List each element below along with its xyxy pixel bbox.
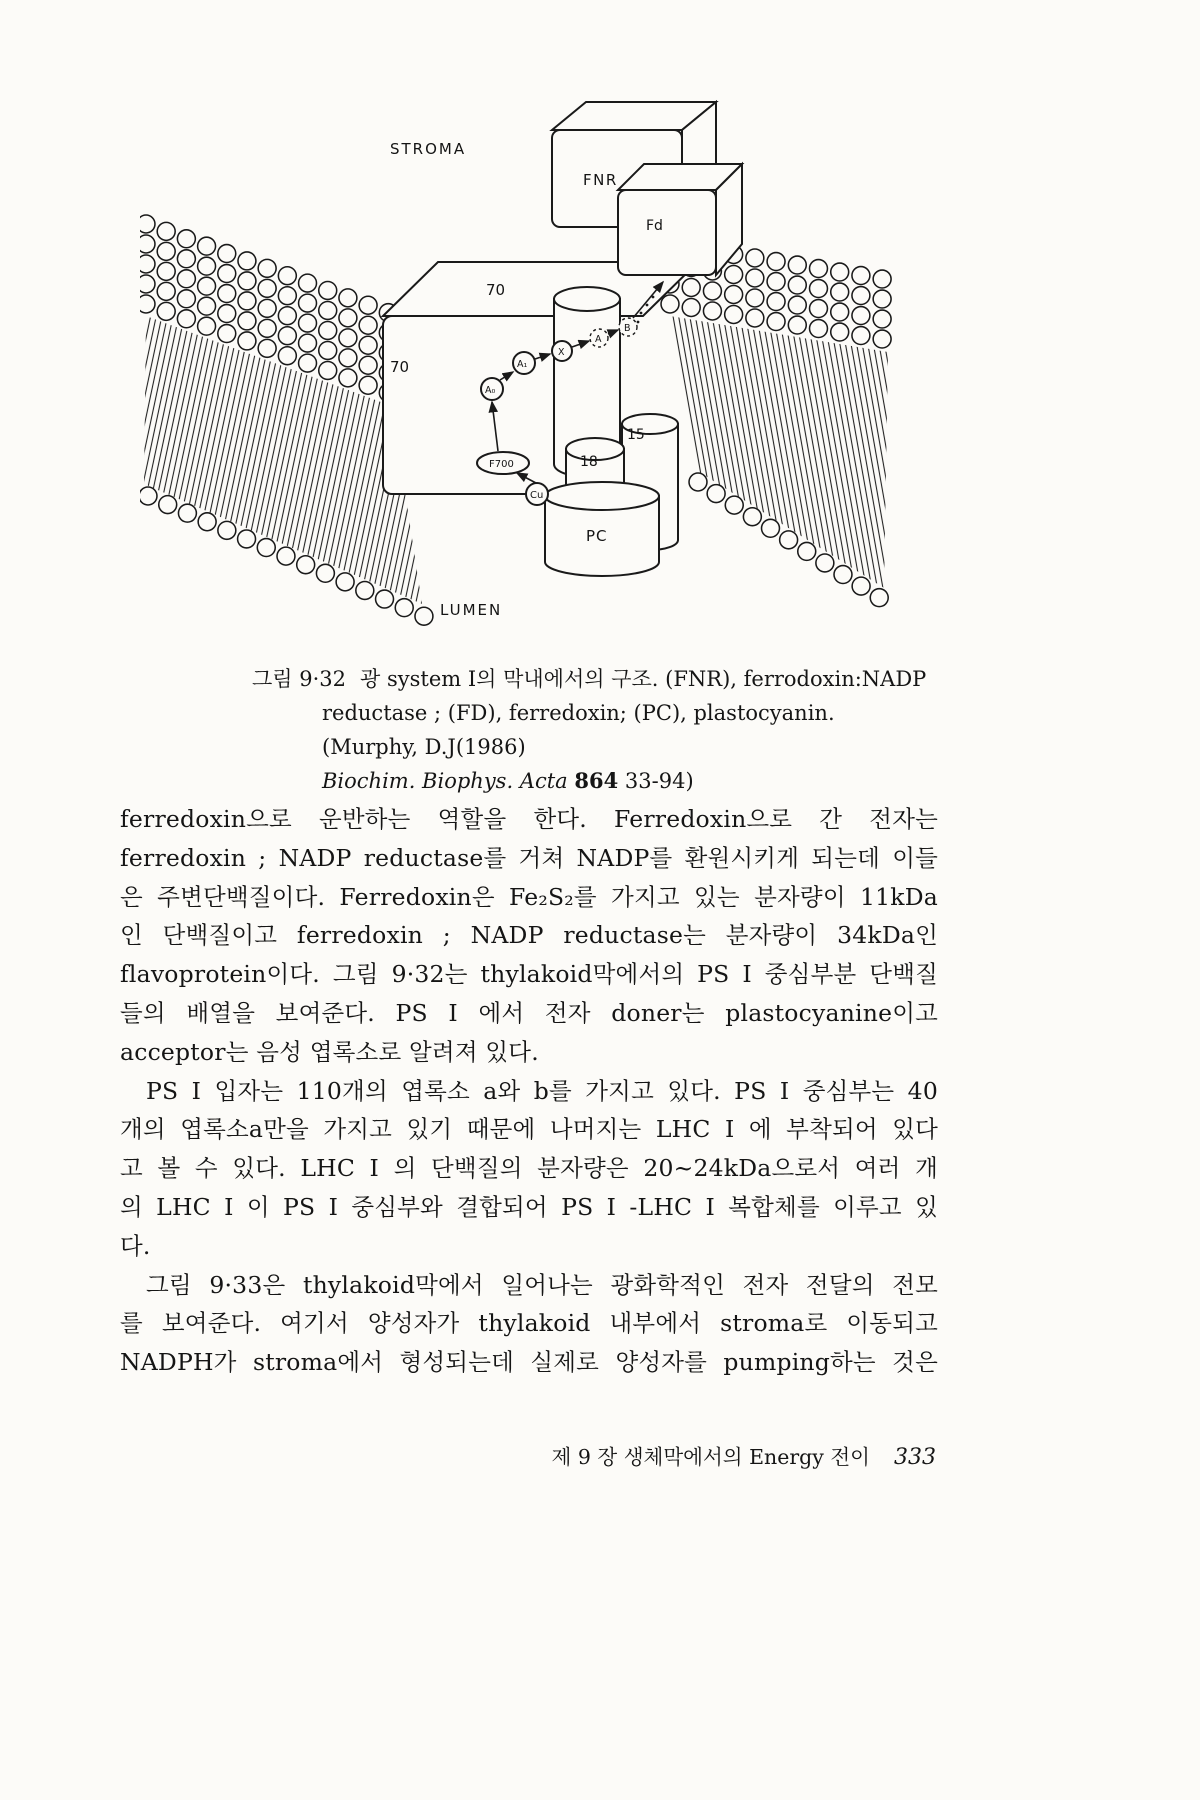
body-line: 의 LHC I 이 PS I 중심부와 결합되어 PS I -LHC I 복합체를 이루고 있 — [120, 1192, 938, 1221]
psI-membrane-diagram — [140, 92, 900, 660]
subunit-15-label: 15 — [627, 427, 645, 443]
lipid-tails-right — [670, 316, 888, 588]
body-line: 개의 엽록소a만을 가지고 있기 때문에 나머지는 LHC I 에 부착되어 있다 — [120, 1115, 938, 1144]
subunit-70-front-label: 70 — [390, 358, 410, 376]
caption-line-3 — [252, 764, 932, 798]
fd-label: Fd — [646, 218, 663, 234]
b-label: B — [624, 323, 631, 334]
a1-label: A₁ — [517, 359, 528, 370]
subunit-70-box — [383, 316, 567, 494]
body-line: ferredoxin으로 운반하는 역할을 한다. Ferredoxin으로 간 전자는 — [120, 805, 938, 833]
body-line: 다. — [120, 1231, 151, 1260]
body-line: 를 보여준다. 여기서 양성자가 thylakoid 내부에서 stroma로 이동되고 — [120, 1309, 938, 1338]
lumen-label: LUMEN — [440, 601, 503, 619]
chapter-title: 제 9 장 생체막에서의 Energy 전이 — [551, 1445, 870, 1469]
body-line: 고 볼 수 있다. LHC I 의 단백질의 분자량은 20~24kDa으로서 여러 개 — [120, 1154, 938, 1183]
body-line: NADPH가 stroma에서 형성되는데 실제로 양성자를 pumping하는 것은 — [120, 1348, 938, 1377]
caption-line-1 — [252, 662, 932, 696]
caption-journal: Biochim. Biophys. Acta — [322, 769, 568, 793]
caption-pages: 33-94) — [624, 769, 694, 793]
body-line: 인 단백질이고 ferredoxin ; NADP reductase는 분자량이 34kDa인 — [120, 921, 938, 950]
fnr-label: FNR — [583, 171, 618, 189]
subunit-70-top-label: 70 — [486, 281, 506, 299]
pc-label: PC — [586, 527, 608, 545]
x-label: X — [558, 347, 565, 358]
page-number: 333 — [894, 1445, 936, 1470]
caption-text-1: 광 system I의 막내에서의 구조. (FNR), ferrodoxin:NADP — [360, 667, 927, 691]
a0-label: A₀ — [485, 385, 496, 396]
page-footer — [120, 1440, 936, 1470]
caption-line-2: reductase ; (FD), ferredoxin; (PC), plastocyanin. (Murphy, D.J(1986) — [322, 701, 835, 759]
membrane-right — [670, 244, 888, 602]
body-line: flavoprotein이다. 그림 9·32는 thylakoid막에서의 PS I 중심부분 단백질 — [120, 960, 938, 989]
caption-volume: 864 — [574, 768, 619, 793]
body-line: 들의 배열을 보여준다. PS I 에서 전자 doner는 plastocyanine이고 — [120, 998, 938, 1027]
body-text — [120, 800, 938, 1382]
stroma-label: STROMA — [390, 140, 467, 158]
fd-box — [618, 164, 742, 275]
body-line: ferredoxin ; NADP reductase를 거쳐 NADP를 환원시키게 되는데 이들 — [120, 843, 938, 872]
subunit-18-label: 18 — [580, 454, 598, 470]
body-line: 그림 9·33은 thylakoid막에서 일어나는 광화학적인 전자 전달의 전모 — [146, 1270, 938, 1299]
caption-figure-number: 그림 9·32 — [252, 667, 347, 691]
p700-label: F700 — [489, 459, 514, 470]
body-line: PS I 입자는 110개의 엽록소 a와 b를 가지고 있다. PS I 중심부는 40 — [146, 1076, 938, 1105]
body-line: acceptor는 음성 엽록소로 알려져 있다. — [120, 1037, 539, 1066]
figure-9-32 — [140, 92, 900, 660]
a-label: A — [595, 334, 602, 345]
body-line: 은 주변단백질이다. Ferredoxin은 Fe₂S₂를 가지고 있는 분자량이 11kDa — [120, 882, 938, 911]
figure-caption — [252, 662, 932, 798]
cu-label: Cu — [530, 490, 544, 501]
